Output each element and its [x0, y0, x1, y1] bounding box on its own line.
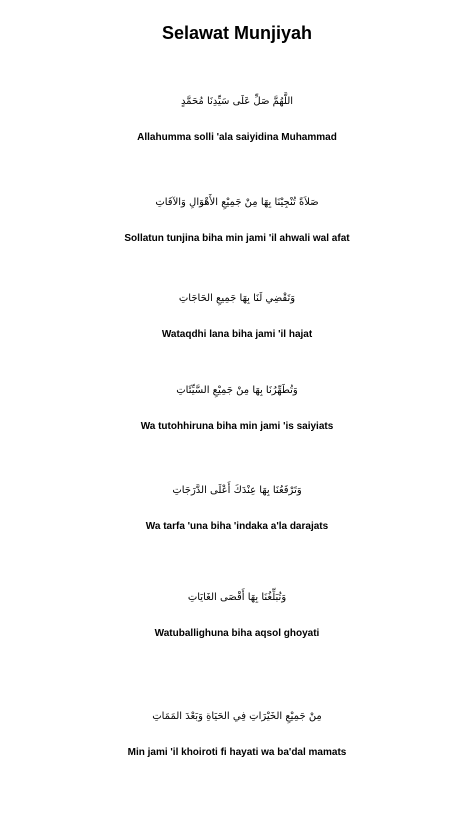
verse-transliteration: Watuballighuna biha aqsol ghoyati: [154, 628, 320, 639]
verse-1: [0, 82, 474, 148]
verse-transliteration: Sollatun tunjina biha min jami 'il ahwali wal afat: [124, 233, 350, 244]
page-title: Selawat Munjiyah: [161, 23, 313, 43]
verse-arabic-text: اللَّهُمَّ صَلِّ عَلَى سَيِّدِنَا مُحَمَّدٍ: [180, 96, 294, 107]
verse-transliteration: Wa tutohhiruna biha min jami 'is saiyiats: [140, 421, 334, 432]
verse-transliteration: Allahumma solli 'ala saiyidina Muhammad: [137, 132, 337, 143]
verse-transliteration: Wa tarfa 'una biha 'indaka a'la darajats: [145, 521, 329, 532]
verse-3: [0, 279, 474, 345]
verse-arabic-text: وَتُبَلِّغُنَا بِهَا أَقْصَى الغَايَاتِ: [187, 592, 287, 603]
verse-4: [0, 371, 474, 437]
verse-arabic-text: صَلاَةً تُنْجِيْنَا بِهَا مِنْ جَمِيْعِ الأَهْوَالِ وَالآفَاتِ: [155, 197, 319, 208]
verse-transliteration: Min jami 'il khoiroti fi hayati wa ba'dal mamats: [127, 747, 347, 758]
verse-6: [0, 578, 474, 644]
verse-arabic-text: وَتُطَهِّرُنَا بِهَا مِنْ جَمِيْعِ السَّيِّئَاتِ: [176, 385, 298, 396]
verse-transliteration: Wataqdhi lana biha jami 'il hajat: [161, 329, 313, 340]
verse-arabic-text: وَتَرْفَعُنَا بِهَا عِنْدَكَ أَعْلَى الدَّرَجَاتِ: [172, 485, 302, 496]
verse-7: [0, 697, 474, 763]
verse-arabic-text: وَتَقْضِي لَنَا بِهَا جَمِيعِ الحَاجَاتِ: [178, 293, 296, 304]
verse-5: [0, 471, 474, 537]
verse-arabic-text: مِنْ جَمِيْعِ الخَيْرَاتِ فِي الحَيَاةِ وَبَعْدَ المَمَاتِ: [152, 711, 322, 722]
verse-2: [0, 183, 474, 249]
